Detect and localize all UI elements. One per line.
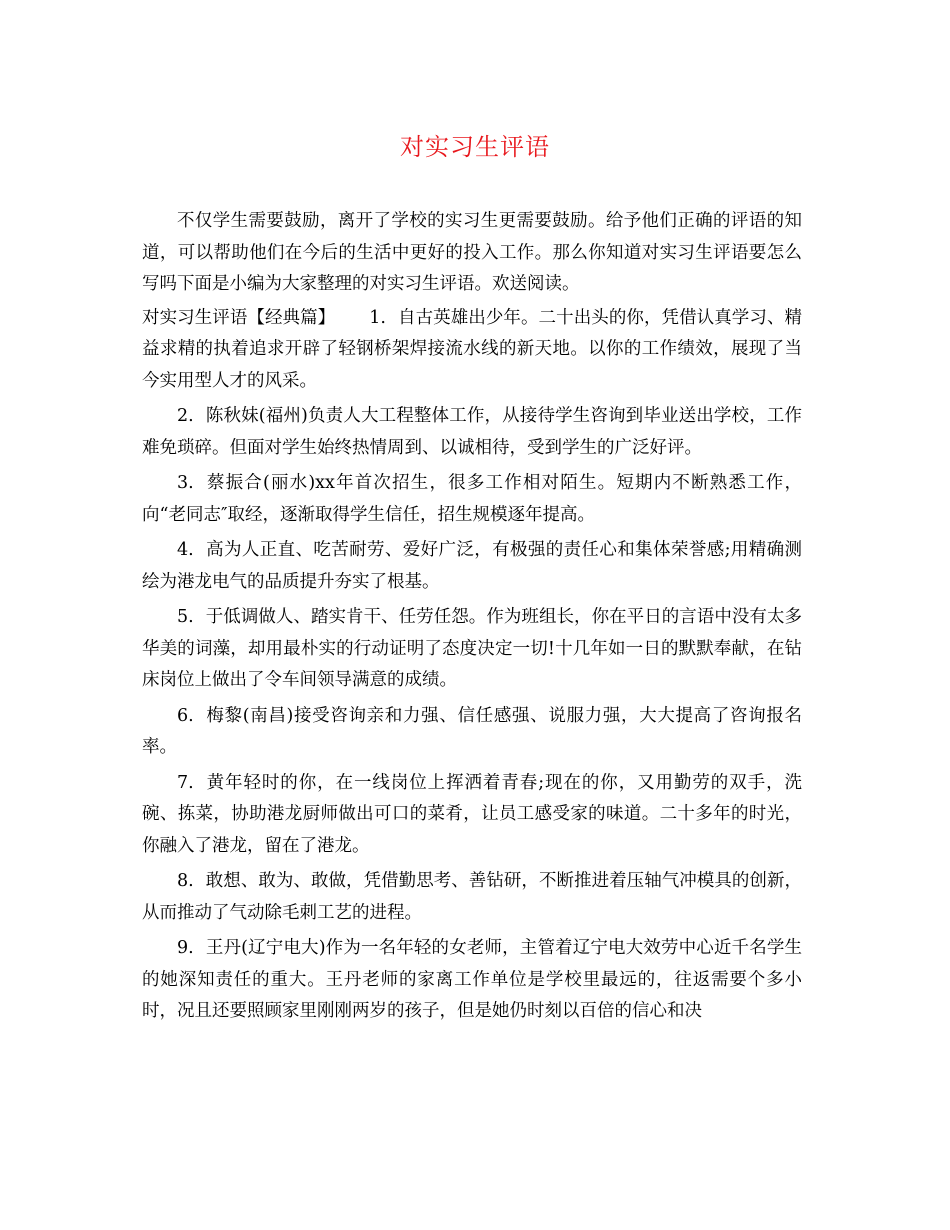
- item-number: 9.: [177, 938, 194, 958]
- item-number: 5.: [177, 607, 194, 627]
- item-paragraph-2: [142, 401, 802, 464]
- item-text: 陈秋妹(福州)负责人大工程整体工作，从接待学生咨询到毕业送出学校，工作难免琐碎。但面对学生始终热情周到、以诚相待，受到学生的广泛好评。: [142, 406, 802, 458]
- item-paragraph-9: [142, 933, 802, 1028]
- item-paragraph-4: [142, 535, 802, 598]
- item-paragraph-7: [142, 768, 802, 863]
- item-text: 于低调做人、踏实肯干、任劳任怨。作为班组长，你在平日的言语中没有太多华美的词藻，却用最朴实的行动证明了态度决定一切!十几年如一日的默默奉献，在钻床岗位上做出了令车间领导满意的成绩。: [142, 607, 802, 690]
- intro-paragraph: 不仅学生需要鼓励，离开了学校的实习生更需要鼓励。给予他们正确的评语的知道，可以帮助他们在今后的生活中更好的投入工作。那么你知道对实习生评语要怎么写吗下面是小编为大家整理的对实习生评语。欢送阅读。: [142, 211, 802, 294]
- item-paragraph-1: [142, 303, 802, 398]
- item-text: 自古英雄出少年。二十出头的你，凭借认真学习、精益求精的执着追求开辟了轻钢桥架焊接流水线的新天地。以你的工作绩效，展现了当今实用型人才的风采。: [142, 307, 803, 391]
- item-paragraph-8: [142, 866, 802, 929]
- item-paragraph-5: [142, 602, 802, 697]
- item-number: 7.: [177, 772, 194, 793]
- item-text: 高为人正直、吃苦耐劳、爱好广泛，有极强的责任心和集体荣誉感;用精确测绘为港龙电气的品质提升夯实了根基。: [142, 540, 802, 592]
- item-text: 黄年轻时的你，在一线岗位上挥洒着青春;现在的你，又用勤劳的双手，洗碗、拣菜，协助港龙厨师做出可口的菜肴，让员工感受家的味道。二十多年的时光，你融入了港龙，留在了港龙。: [142, 772, 802, 856]
- item-text: 敢想、敢为、敢做，凭借勤思考、善钻研，不断推进着压轴气冲模具的创新，从而推动了气动除毛刺工艺的进程。: [142, 871, 802, 923]
- section-heading: 对实习生评语【经典篇】: [142, 307, 336, 328]
- item-number: 1.: [369, 307, 386, 328]
- item-text: 蔡振合(丽水)xx年首次招生，很多工作相对陌生。短期内不断熟悉工作，向“老同志″取经，逐渐取得学生信任，招生规模逐年提高。: [142, 473, 802, 525]
- item-text: 梅黎(南昌)接受咨询亲和力强、信任感强、说服力强，大大提高了咨询报名率。: [142, 705, 802, 757]
- document-body: [142, 206, 802, 1032]
- item-number: 2.: [177, 406, 194, 426]
- item-number: 6.: [177, 705, 194, 726]
- item-number: 8.: [177, 871, 194, 891]
- item-number: 4.: [177, 540, 194, 560]
- item-paragraph-6: [142, 701, 802, 764]
- item-paragraph-3: [142, 468, 802, 531]
- item-text: 王丹(辽宁电大)作为一名年轻的女老师，主管着辽宁电大效劳中心近千名学生的她深知责任的重大。王丹老师的家离工作单位是学校里最远的，往返需要个多小时，况且还要照顾家里刚刚两岁的孩子，但是她仍时刻以百倍的信心和决: [142, 938, 802, 1021]
- item-number: 3.: [177, 473, 194, 493]
- document-title: 对实习生评语: [400, 133, 550, 161]
